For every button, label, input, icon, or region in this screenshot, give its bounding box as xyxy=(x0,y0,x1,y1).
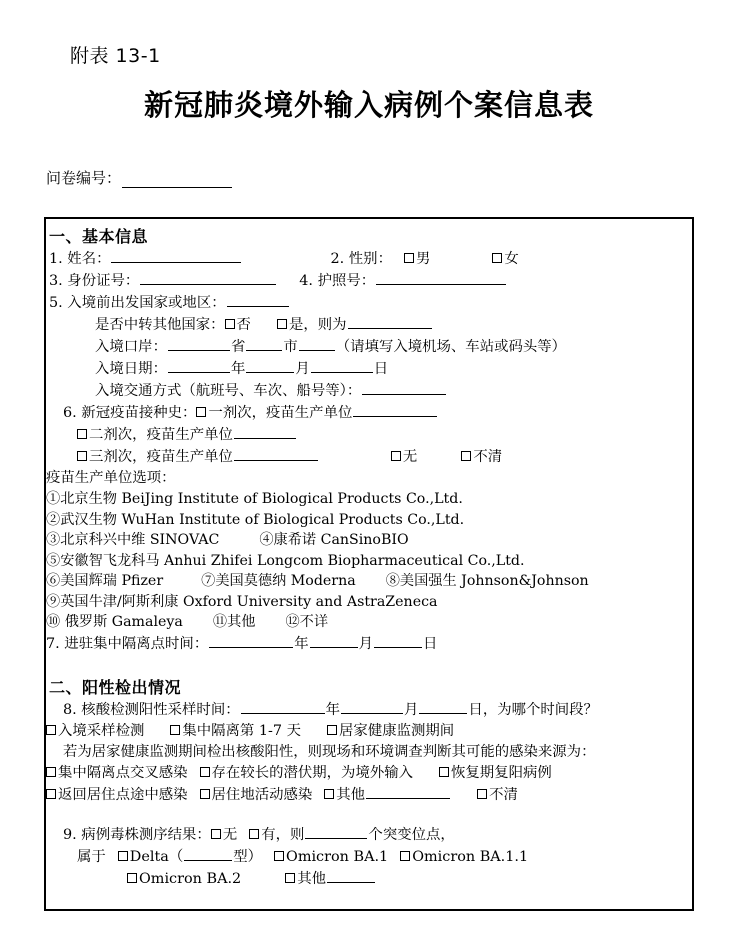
vaccine-option-11: ⑪其他 xyxy=(212,614,256,630)
row-vaccine-dose1 xyxy=(49,402,692,424)
entry-day-input[interactable] xyxy=(311,358,373,373)
row-pcr-sample-time xyxy=(49,699,692,721)
transit-yes-label: 是，则为 xyxy=(288,317,347,333)
entry-year-input[interactable] xyxy=(168,358,230,373)
transport-input[interactable] xyxy=(362,380,446,395)
delta-subtype-input[interactable] xyxy=(184,846,232,861)
row-vaccine-dose2 xyxy=(49,424,692,446)
port-province-input[interactable] xyxy=(168,336,230,351)
source-recovered-positive-checkbox[interactable] xyxy=(439,767,449,777)
vaccine-option-8: ⑧美国强生 Johnson&Johnson xyxy=(385,573,589,589)
vaccine-option-4: ④康希诺 CanSinoBIO xyxy=(259,532,409,548)
port-city-unit: 市 xyxy=(283,339,298,355)
section-2-title: 二、阳性检出情况 xyxy=(49,677,182,697)
variant-other-input[interactable] xyxy=(327,868,375,883)
vaccine-option-10: ⑩ 俄罗斯 Gamaleya xyxy=(46,614,183,630)
row-name-gender xyxy=(49,248,692,270)
variant-other-label: 其他 xyxy=(297,870,326,887)
variant-ba1-label: Omicron BA.1 xyxy=(286,848,389,865)
entry-year-unit: 年 xyxy=(230,361,246,377)
period-entry-label: 入境采样检测 xyxy=(58,722,145,739)
vaccine-dose1-maker-input[interactable] xyxy=(353,402,437,417)
source-unknown-label: 不清 xyxy=(489,786,518,803)
source-cross-infection-label: 集中隔离点交叉感染 xyxy=(58,764,188,781)
mutation-sites-label: 个突变位点， xyxy=(368,826,455,843)
variant-delta-label: Delta（ xyxy=(129,848,184,865)
vaccine-dose3-checkbox[interactable] xyxy=(77,451,87,461)
variant-other-checkbox[interactable] xyxy=(285,873,295,883)
questionnaire-number-field xyxy=(46,167,233,188)
name-label: 1. 姓名： xyxy=(49,251,111,267)
row-departure-country xyxy=(49,292,692,314)
vaccine-dose2-label: 二剂次，疫苗生产单位 xyxy=(89,427,233,443)
vaccine-option-7: ⑦美国莫德纳 Moderna xyxy=(201,573,356,589)
source-recovered-positive-label: 恢复期复阳病例 xyxy=(451,764,552,781)
quarantine-month-input[interactable] xyxy=(310,633,358,648)
port-hint: （请填写入境机场、车站或码头等） xyxy=(335,339,567,355)
row-source-options-1 xyxy=(46,763,692,784)
variant-ba2-checkbox[interactable] xyxy=(127,873,137,883)
transit-label: 是否中转其他国家： xyxy=(95,317,225,333)
variant-ba1-checkbox[interactable] xyxy=(274,851,284,861)
pcr-year-unit: 年 xyxy=(325,701,341,718)
variant-ba2-label: Omicron BA.2 xyxy=(139,870,242,887)
vaccine-option-2: ②武汉生物 WuHan Institute of Biological Products Co.,Ltd. xyxy=(46,511,465,528)
period-entry-checkbox[interactable] xyxy=(46,725,56,735)
variant-delta-checkbox[interactable] xyxy=(118,851,128,861)
port-province-unit: 省 xyxy=(230,339,246,355)
gender-female-checkbox[interactable] xyxy=(492,253,502,263)
gender-female-label: 女 xyxy=(504,251,519,267)
vaccine-option-5: ⑤安徽智飞龙科马 Anhui Zhifei Longcom Biopharmaceutical Co.,Ltd. xyxy=(46,552,525,569)
passport-label: 4. 护照号： xyxy=(299,273,376,289)
source-return-trip-label: 返回居住点途中感染 xyxy=(58,786,188,803)
period-quarantine-label: 集中隔离第 1-7 天 xyxy=(182,722,302,739)
departure-country-input[interactable] xyxy=(227,292,289,307)
row-pcr-period-options xyxy=(46,721,692,742)
vaccine-dose3-label: 三剂次，疫苗生产单位 xyxy=(89,449,233,465)
row-variant-options-2 xyxy=(49,868,692,890)
vaccine-dose1-checkbox[interactable] xyxy=(196,407,206,417)
quarantine-month-unit: 月 xyxy=(358,635,374,652)
pcr-day-input[interactable] xyxy=(419,699,467,714)
departure-country-label: 5. 入境前出发国家或地区： xyxy=(49,295,226,311)
transit-no-label: 否 xyxy=(236,317,251,333)
document-label: 附表 13-1 xyxy=(70,45,161,67)
vaccine-option-9: ⑨英国牛津/阿斯利康 Oxford University and AstraZeneca xyxy=(46,593,438,610)
row-source-options-2 xyxy=(46,784,692,806)
vaccine-option-list xyxy=(46,489,692,633)
variant-ba11-label: Omicron BA.1.1 xyxy=(412,848,529,865)
name-input[interactable] xyxy=(111,248,241,263)
vaccine-option-12: ⑫不详 xyxy=(285,614,329,630)
period-home-monitor-checkbox[interactable] xyxy=(327,725,337,735)
vaccine-dose3-maker-input[interactable] xyxy=(234,446,318,461)
period-home-monitor-label: 居家健康监测期间 xyxy=(339,722,455,739)
vaccine-option-6: ⑥美国辉瑞 Pfizer xyxy=(46,573,164,589)
quarantine-year-input[interactable] xyxy=(209,633,293,648)
transit-country-input[interactable] xyxy=(348,314,432,329)
transit-yes-checkbox[interactable] xyxy=(277,319,287,329)
row-source-hint xyxy=(49,742,692,763)
list-item xyxy=(46,510,692,531)
vaccine-options-label: 疫苗生产单位选项： xyxy=(46,470,176,486)
row-sequencing-result xyxy=(49,824,692,846)
source-return-trip-checkbox[interactable] xyxy=(46,789,56,799)
form-body xyxy=(44,217,694,911)
row-entry-date xyxy=(49,358,692,380)
row-id-passport xyxy=(49,270,692,292)
variant-ba11-checkbox[interactable] xyxy=(400,851,410,861)
list-item xyxy=(46,592,692,613)
entry-month-unit: 月 xyxy=(295,361,310,377)
sequencing-yes-label: 有，则 xyxy=(261,826,305,843)
sequencing-none-label: 无 xyxy=(222,826,238,843)
pcr-year-input[interactable] xyxy=(241,699,325,714)
id-number-input[interactable] xyxy=(140,270,276,285)
source-other-checkbox[interactable] xyxy=(324,789,334,799)
pcr-month-input[interactable] xyxy=(341,699,403,714)
vaccine-dose1-label: 一剂次，疫苗生产单位 xyxy=(208,405,353,421)
row-transit xyxy=(49,314,692,336)
gender-label: 2. 性别： xyxy=(330,251,392,267)
vaccine-history-label: 6. 新冠疫苗接种史： xyxy=(63,405,197,421)
port-city-input[interactable] xyxy=(246,336,282,351)
row-variant-options-1 xyxy=(49,846,692,868)
variant-belong-label: 属于 xyxy=(77,848,106,865)
list-item xyxy=(46,551,692,572)
source-long-incubation-label: 存在较长的潜伏期，为境外输入 xyxy=(211,764,414,781)
pcr-day-unit: 日，为哪个时间段？ xyxy=(468,701,598,718)
transport-label: 入境交通方式（航班号、车次、船号等）： xyxy=(95,383,362,399)
pcr-time-label: 8. 核酸检测阳性采样时间： xyxy=(63,701,240,718)
quarantine-day-unit: 日 xyxy=(423,635,438,652)
source-residence-activity-label: 居住地活动感染 xyxy=(211,786,313,803)
row-port-of-entry xyxy=(49,336,692,358)
quarantine-year-unit: 年 xyxy=(294,635,309,652)
vaccine-unknown-checkbox[interactable] xyxy=(461,451,471,461)
questionnaire-number-blank[interactable] xyxy=(122,173,232,188)
vaccine-dose2-maker-input[interactable] xyxy=(234,424,296,439)
vaccine-option-1: ①北京生物 BeiJing Institute of Biological Products Co.,Ltd. xyxy=(46,491,463,507)
source-residence-activity-checkbox[interactable] xyxy=(200,789,210,799)
port-label: 入境口岸： xyxy=(95,339,167,355)
gender-male-label: 男 xyxy=(415,251,431,267)
mutation-count-input[interactable] xyxy=(305,824,367,839)
port-detail-input[interactable] xyxy=(299,336,335,351)
row-vaccine-options-label xyxy=(46,468,692,489)
list-item xyxy=(46,530,692,551)
section-1-title: 一、基本信息 xyxy=(49,227,149,246)
entry-date-label: 入境日期： xyxy=(95,361,167,377)
list-item xyxy=(46,489,692,510)
entry-day-unit: 日 xyxy=(373,361,389,377)
sequencing-none-checkbox[interactable] xyxy=(211,829,221,839)
questionnaire-number-label: 问卷编号： xyxy=(46,169,122,187)
row-quarantine-entry-time xyxy=(46,633,692,655)
vaccine-none-label: 无 xyxy=(402,449,418,465)
period-quarantine-checkbox[interactable] xyxy=(170,725,180,735)
id-number-label: 3. 身份证号： xyxy=(49,273,140,289)
vaccine-dose2-checkbox[interactable] xyxy=(77,429,87,439)
sequencing-label: 9. 病例毒株测序结果： xyxy=(63,826,211,843)
source-other-label: 其他 xyxy=(336,786,366,803)
source-other-input[interactable] xyxy=(366,784,450,799)
row-vaccine-dose3 xyxy=(49,446,692,468)
vaccine-none-checkbox[interactable] xyxy=(391,451,401,461)
infection-source-hint: 若为居家健康监测期间检出核酸阳性，则现场和环境调查判断其可能的感染来源为： xyxy=(63,743,596,760)
list-item xyxy=(46,612,692,633)
passport-input[interactable] xyxy=(376,270,506,285)
quarantine-day-input[interactable] xyxy=(374,633,422,648)
page-title: 新冠肺炎境外输入病例个案信息表 xyxy=(143,88,594,122)
source-cross-infection-checkbox[interactable] xyxy=(46,767,56,777)
entry-month-input[interactable] xyxy=(246,358,294,373)
list-item xyxy=(46,571,692,592)
pcr-month-unit: 月 xyxy=(404,701,419,718)
vaccine-unknown-label: 不清 xyxy=(473,449,503,465)
quarantine-entry-label: 7. 进驻集中隔离点时间： xyxy=(46,635,209,652)
variant-delta-type-label: 型） xyxy=(233,848,263,865)
row-transport xyxy=(49,380,692,402)
sequencing-yes-checkbox[interactable] xyxy=(249,829,259,839)
source-long-incubation-checkbox[interactable] xyxy=(200,767,210,777)
source-unknown-checkbox[interactable] xyxy=(477,789,487,799)
gender-male-checkbox[interactable] xyxy=(404,253,414,263)
vaccine-option-3: ③北京科兴中维 SINOVAC xyxy=(46,532,220,548)
transit-no-checkbox[interactable] xyxy=(225,319,235,329)
